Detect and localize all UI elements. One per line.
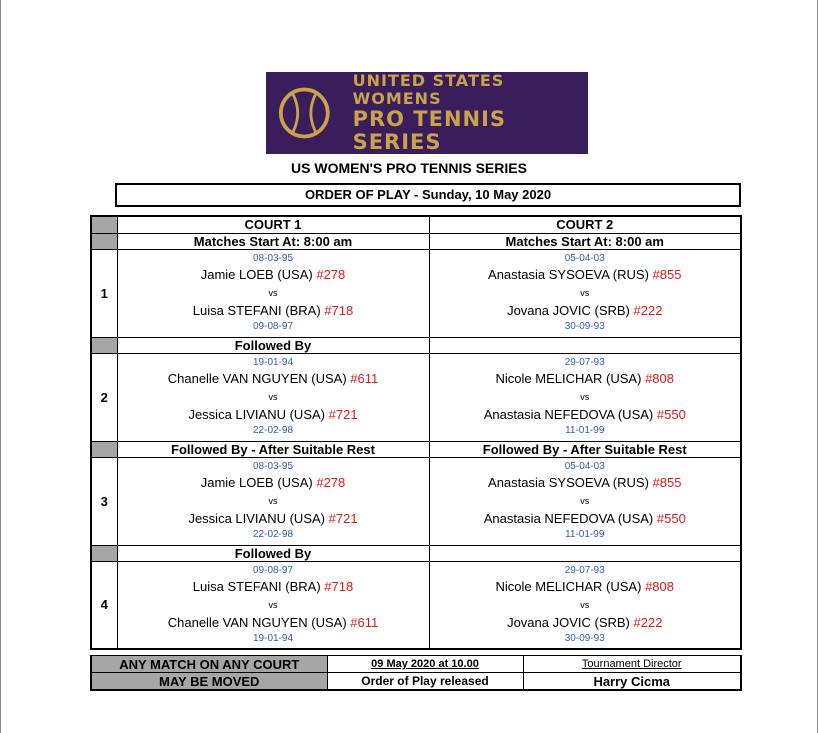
player-entry [430,301,741,321]
player-entry [118,473,429,493]
schedule-table [90,215,742,650]
corner-cell [91,216,117,233]
player-name: Jessica LIVIANU (USA) [188,511,325,526]
court-1-start-time: Matches Start At: 8:00 am [117,233,429,249]
player-dob: 05-04-03 [564,461,605,472]
player-name: Jamie LOEB (USA) [200,267,313,282]
grey-cell [91,337,117,353]
move-note-line-1: ANY MATCH ON ANY COURT [91,656,327,673]
followed-by-label [429,337,741,353]
player-entry [430,265,741,285]
player-dob: 11-01-99 [565,529,605,540]
followed-by-label: Followed By [117,545,429,561]
director-name: Harry Cicma [523,673,741,691]
player-dob: 08-03-95 [252,253,294,264]
versus-label: vs [580,288,590,298]
player-rank: #718 [324,578,354,594]
player-dob: 29-07-93 [564,564,605,576]
player-rank: #855 [652,475,682,490]
player-dob: 09-08-97 [252,564,294,576]
match-cell [429,561,741,649]
match-cell [117,249,429,337]
player-name: Nicole MELICHAR (USA) [495,371,642,386]
player-rank: #550 [656,511,686,526]
versus-label: vs [268,392,278,402]
player-entry [118,509,429,529]
order-of-play-title: ORDER OF PLAY - Sunday, 10 May 2020 [115,183,741,207]
player-rank: #721 [328,511,358,526]
release-date: 09 May 2020 at 10.00 [327,656,523,673]
match-cell [117,353,429,441]
followed-by-label: Followed By [117,337,429,353]
player-dob: 19-01-94 [252,357,294,368]
player-entry [430,369,741,389]
player-rank: #222 [633,614,663,630]
player-rank: #721 [328,407,358,422]
player-rank: #550 [656,407,686,422]
logo-line-1: UNITED STATES WOMENS [352,71,505,108]
followed-by-label: Followed By - After Suitable Rest [429,441,741,457]
player-rank: #808 [645,578,674,594]
player-rank: #278 [316,267,346,282]
versus-label: vs [580,496,590,506]
player-rank: #611 [350,371,379,386]
series-logo [266,72,588,154]
player-dob: 29-07-93 [564,357,605,368]
player-dob: 11-01-99 [565,425,605,436]
release-status: Order of Play released [327,673,523,691]
series-title: US WOMEN'S PRO TENNIS SERIES [291,160,527,176]
player-name: Anastasia SYSOEVA (RUS) [488,475,649,490]
court-2-start-time: Matches Start At: 8:00 am [429,233,741,249]
player-rank: #808 [645,371,674,386]
player-name: Chanelle VAN NGUYEN (USA) [167,371,347,386]
player-rank: #855 [652,267,682,282]
player-name: Luisa STEFANI (BRA) [192,578,321,594]
player-entry [430,473,741,493]
followed-by-label [429,545,741,561]
versus-label: vs [268,599,278,610]
court-1-header: COURT 1 [117,216,429,233]
player-entry [430,613,741,633]
match-number: 4 [91,561,117,649]
match-number: 2 [91,353,117,441]
versus-label: vs [580,599,590,610]
player-rank: #222 [633,303,663,318]
match-number: 3 [91,457,117,545]
player-dob: 05-04-03 [564,253,605,264]
player-name: Jessica LIVIANU (USA) [188,407,325,422]
followed-by-label: Followed By - After Suitable Rest [117,441,429,457]
player-name: Jovana JOVIC (SRB) [507,303,630,318]
match-cell [429,353,741,441]
player-name: Anastasia SYSOEVA (RUS) [488,267,649,282]
grey-cell [91,233,117,249]
player-rank: #718 [324,303,354,318]
player-name: Nicole MELICHAR (USA) [495,578,642,594]
grey-cell [91,441,117,457]
grey-cell [91,545,117,561]
tennis-ball-icon [278,85,331,141]
versus-label: vs [580,392,590,402]
player-entry [118,405,429,425]
page-frame-left [0,0,1,733]
player-entry [118,613,429,633]
player-entry [118,265,429,285]
move-note-line-2: MAY BE MOVED [91,673,327,691]
player-entry [118,301,429,321]
player-entry [430,405,741,425]
player-dob: 08-03-95 [252,461,294,472]
player-dob: 22-02-98 [252,529,294,540]
player-entry [430,509,741,529]
match-number: 1 [91,249,117,337]
player-name: Chanelle VAN NGUYEN (USA) [167,614,347,630]
logo-line-2: PRO TENNIS SERIES [352,106,507,154]
match-cell [117,561,429,649]
footer-table [90,655,742,691]
player-name: Jamie LOEB (USA) [200,475,313,490]
player-dob: 30-09-93 [564,632,605,644]
match-cell [117,457,429,545]
match-cell [429,249,741,337]
player-dob: 30-09-93 [564,321,605,332]
player-name: Jovana JOVIC (SRB) [507,614,630,630]
player-entry [118,577,429,597]
player-dob: 19-01-94 [252,632,294,644]
director-role: Tournament Director [523,656,741,673]
player-name: Anastasia NEFEDOVA (USA) [483,407,654,422]
player-dob: 22-02-98 [252,425,294,436]
player-name: Anastasia NEFEDOVA (USA) [483,511,654,526]
player-name: Luisa STEFANI (BRA) [192,303,321,318]
versus-label: vs [268,496,278,506]
player-dob: 09-08-97 [252,321,294,332]
player-rank: #611 [350,614,379,630]
player-entry [118,369,429,389]
player-entry [430,577,741,597]
versus-label: vs [268,288,278,298]
player-rank: #278 [316,475,346,490]
match-cell [429,457,741,545]
court-2-header: COURT 2 [429,216,741,233]
